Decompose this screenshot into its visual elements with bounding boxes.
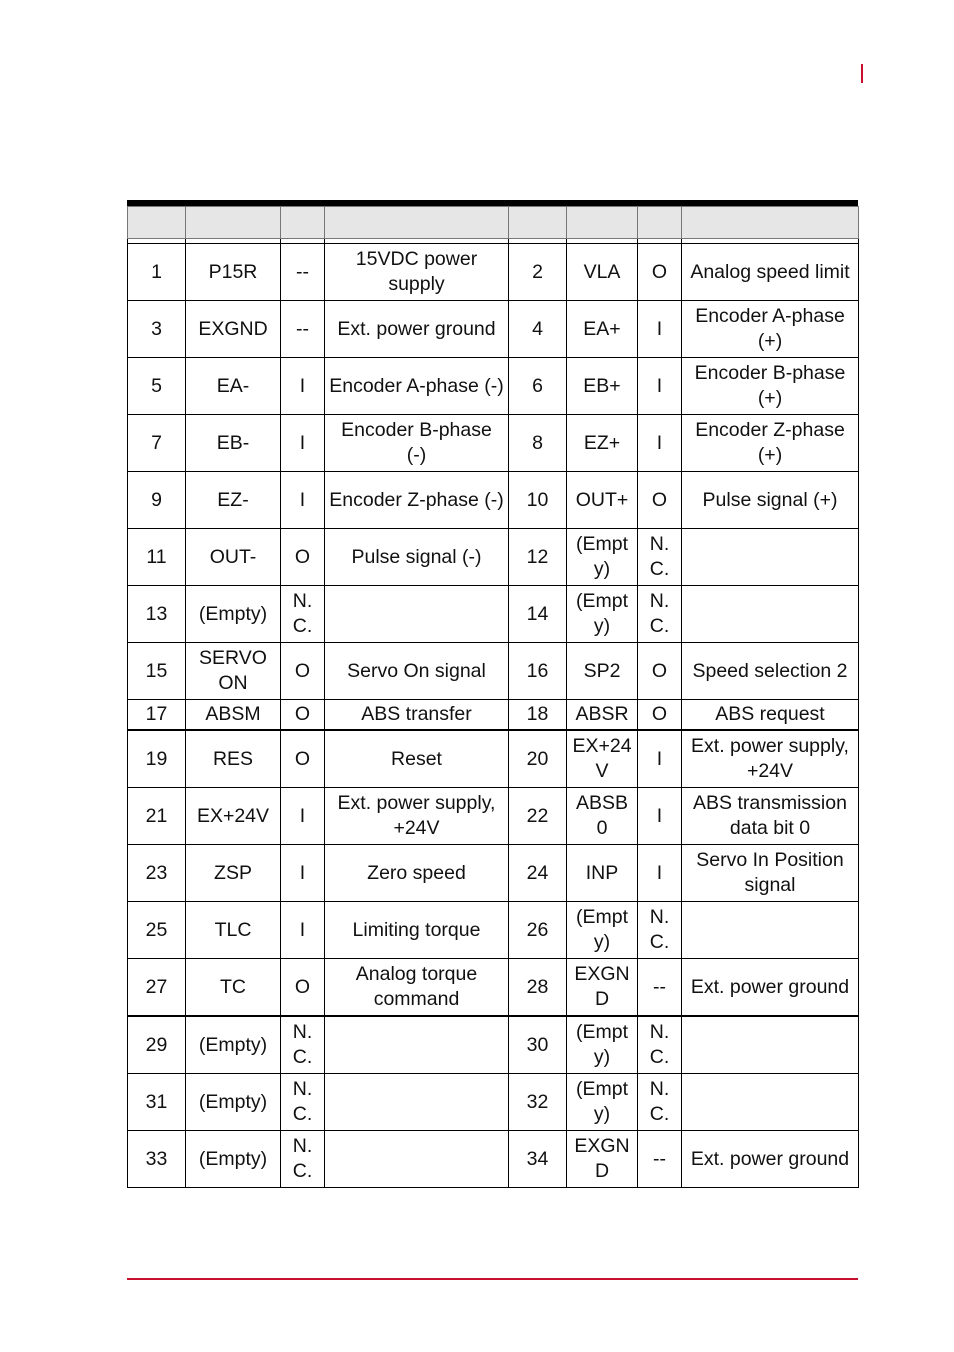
- cell-pin: 16: [509, 643, 567, 700]
- cell-signal: (Empty): [567, 529, 638, 586]
- cell-signal: P15R: [186, 244, 281, 301]
- cell-function: Encoder Z-phase (+): [682, 415, 859, 472]
- cell-signal: EZ-: [186, 472, 281, 529]
- cell-function: Zero speed: [325, 845, 509, 902]
- cell-function: 15VDC power supply: [325, 244, 509, 301]
- cell-pin: 30: [509, 1016, 567, 1074]
- cell-signal: OUT-: [186, 529, 281, 586]
- table-row: [128, 902, 859, 959]
- cell-pin: 8: [509, 415, 567, 472]
- cell-function: Ext. power ground: [325, 301, 509, 358]
- cell-io: O: [281, 529, 325, 586]
- cell-signal: ABSM: [186, 700, 281, 731]
- table-row: [128, 529, 859, 586]
- cell-function: Speed selection 2: [682, 643, 859, 700]
- table-row: [128, 788, 859, 845]
- cell-pin: 14: [509, 586, 567, 643]
- cell-function: Encoder A-phase (+): [682, 301, 859, 358]
- cell-signal: (Empty): [186, 586, 281, 643]
- table-row: [128, 301, 859, 358]
- cell-signal: EB+: [567, 358, 638, 415]
- cell-pin: 28: [509, 959, 567, 1017]
- cell-signal: VLA: [567, 244, 638, 301]
- cell-function: ABS transmission data bit 0: [682, 788, 859, 845]
- cell-io: N.C.: [638, 529, 682, 586]
- cell-signal: TC: [186, 959, 281, 1017]
- cell-pin: 5: [128, 358, 186, 415]
- cell-io: O: [638, 472, 682, 529]
- cell-pin: 3: [128, 301, 186, 358]
- header-cell-signal: [567, 207, 638, 239]
- cell-function: [682, 1016, 859, 1074]
- cell-pin: 17: [128, 700, 186, 731]
- cell-io: O: [638, 643, 682, 700]
- cell-io: I: [638, 301, 682, 358]
- cell-function: Encoder A-phase (-): [325, 358, 509, 415]
- cell-function: Pulse signal (+): [682, 472, 859, 529]
- header-cell-pin: [128, 207, 186, 239]
- cell-pin: 26: [509, 902, 567, 959]
- header-cell-pin: [509, 207, 567, 239]
- cell-pin: 9: [128, 472, 186, 529]
- cell-io: I: [638, 415, 682, 472]
- pin-assignment-table: [127, 206, 859, 1188]
- cell-pin: 34: [509, 1131, 567, 1188]
- pin-assignment-table-container: [127, 200, 858, 1188]
- cell-function: Pulse signal (-): [325, 529, 509, 586]
- cell-io: --: [281, 301, 325, 358]
- header-cell-io: [638, 207, 682, 239]
- cell-io: I: [281, 788, 325, 845]
- table-row: [128, 1074, 859, 1131]
- cell-signal: EA-: [186, 358, 281, 415]
- cell-signal: (Empty): [567, 1016, 638, 1074]
- cell-function: Reset: [325, 730, 509, 788]
- cell-io: O: [638, 244, 682, 301]
- cell-pin: 20: [509, 730, 567, 788]
- cell-function: [325, 1074, 509, 1131]
- cell-pin: 31: [128, 1074, 186, 1131]
- header-cell-function: [682, 207, 859, 239]
- cell-io: O: [281, 700, 325, 731]
- cell-io: N.C.: [638, 586, 682, 643]
- cell-io: --: [638, 1131, 682, 1188]
- table-row: [128, 358, 859, 415]
- cell-signal: SERVO ON: [186, 643, 281, 700]
- cell-signal: EA+: [567, 301, 638, 358]
- cell-function: [682, 902, 859, 959]
- table-row: [128, 244, 859, 301]
- cell-pin: 2: [509, 244, 567, 301]
- cell-pin: 18: [509, 700, 567, 731]
- cell-signal: EXGND: [567, 1131, 638, 1188]
- cell-signal: (Empty): [186, 1016, 281, 1074]
- cell-signal: EXGND: [186, 301, 281, 358]
- cell-io: I: [638, 788, 682, 845]
- cell-pin: 29: [128, 1016, 186, 1074]
- cell-pin: 15: [128, 643, 186, 700]
- cell-signal: EX+24V: [567, 730, 638, 788]
- cell-signal: ZSP: [186, 845, 281, 902]
- cell-pin: 23: [128, 845, 186, 902]
- cell-io: N.C.: [281, 586, 325, 643]
- cell-function: [325, 1131, 509, 1188]
- cell-signal: RES: [186, 730, 281, 788]
- cell-function: Encoder B-phase (-): [325, 415, 509, 472]
- cell-function: [325, 586, 509, 643]
- table-row: [128, 472, 859, 529]
- cell-pin: 19: [128, 730, 186, 788]
- cell-function: Ext. power ground: [682, 1131, 859, 1188]
- table-row: [128, 845, 859, 902]
- cell-function: Ext. power supply, +24V: [682, 730, 859, 788]
- cell-function: ABS request: [682, 700, 859, 731]
- cell-signal: SP2: [567, 643, 638, 700]
- cell-pin: 4: [509, 301, 567, 358]
- table-row: [128, 415, 859, 472]
- cell-function: [325, 1016, 509, 1074]
- cell-io: N.C.: [281, 1131, 325, 1188]
- cell-function: [682, 529, 859, 586]
- cell-function: [682, 586, 859, 643]
- cell-signal: (Empty): [567, 902, 638, 959]
- cell-io: I: [281, 845, 325, 902]
- cell-io: --: [638, 959, 682, 1017]
- cell-io: I: [281, 472, 325, 529]
- cell-pin: 25: [128, 902, 186, 959]
- cell-function: Analog speed limit: [682, 244, 859, 301]
- cell-signal: TLC: [186, 902, 281, 959]
- cell-signal: OUT+: [567, 472, 638, 529]
- cell-signal: EB-: [186, 415, 281, 472]
- cell-pin: 21: [128, 788, 186, 845]
- table-row: [128, 959, 859, 1017]
- footer-rule: [127, 1278, 858, 1280]
- cell-io: I: [638, 730, 682, 788]
- cell-signal: ABSB0: [567, 788, 638, 845]
- cell-function: Servo In Position signal: [682, 845, 859, 902]
- cell-pin: 22: [509, 788, 567, 845]
- cell-pin: 12: [509, 529, 567, 586]
- cell-io: --: [281, 244, 325, 301]
- cell-signal: ABSR: [567, 700, 638, 731]
- cell-io: O: [281, 730, 325, 788]
- cell-signal: EXGND: [567, 959, 638, 1017]
- cell-signal: (Empty): [567, 1074, 638, 1131]
- cell-pin: 33: [128, 1131, 186, 1188]
- cell-io: I: [281, 902, 325, 959]
- table-row: [128, 643, 859, 700]
- cell-function: Ext. power supply, +24V: [325, 788, 509, 845]
- cell-function: Limiting torque: [325, 902, 509, 959]
- cell-pin: 11: [128, 529, 186, 586]
- table-row: [128, 730, 859, 788]
- table-row: [128, 586, 859, 643]
- cell-io: N.C.: [281, 1074, 325, 1131]
- cell-io: I: [638, 358, 682, 415]
- cell-io: N.C.: [281, 1016, 325, 1074]
- cell-pin: 1: [128, 244, 186, 301]
- cell-signal: EX+24V: [186, 788, 281, 845]
- cell-signal: EZ+: [567, 415, 638, 472]
- cell-io: I: [281, 415, 325, 472]
- cell-io: O: [281, 959, 325, 1017]
- cell-io: N.C.: [638, 902, 682, 959]
- cell-signal: (Empty): [186, 1131, 281, 1188]
- header-cell-function: [325, 207, 509, 239]
- table-row: [128, 1131, 859, 1188]
- header-cell-signal: [186, 207, 281, 239]
- cell-signal: (Empty): [567, 586, 638, 643]
- cell-function: Ext. power ground: [682, 959, 859, 1017]
- cell-io: I: [281, 358, 325, 415]
- cell-pin: 6: [509, 358, 567, 415]
- cell-pin: 27: [128, 959, 186, 1017]
- cell-io: N.C.: [638, 1074, 682, 1131]
- header-cell-io: [281, 207, 325, 239]
- cell-pin: 10: [509, 472, 567, 529]
- table-row: [128, 700, 859, 731]
- cell-io: N.C.: [638, 1016, 682, 1074]
- cell-function: ABS transfer: [325, 700, 509, 731]
- cell-signal: INP: [567, 845, 638, 902]
- cell-io: O: [638, 700, 682, 731]
- cell-function: Servo On signal: [325, 643, 509, 700]
- cell-pin: 13: [128, 586, 186, 643]
- cell-signal: (Empty): [186, 1074, 281, 1131]
- table-row: [128, 1016, 859, 1074]
- cell-function: Analog torque command: [325, 959, 509, 1017]
- cell-io: I: [638, 845, 682, 902]
- cell-io: O: [281, 643, 325, 700]
- cell-function: Encoder B-phase (+): [682, 358, 859, 415]
- cell-function: Encoder Z-phase (-): [325, 472, 509, 529]
- cell-pin: 32: [509, 1074, 567, 1131]
- cell-pin: 7: [128, 415, 186, 472]
- cell-function: [682, 1074, 859, 1131]
- cell-pin: 24: [509, 845, 567, 902]
- header-accent-mark: [861, 64, 863, 83]
- table-header-row: [128, 207, 859, 239]
